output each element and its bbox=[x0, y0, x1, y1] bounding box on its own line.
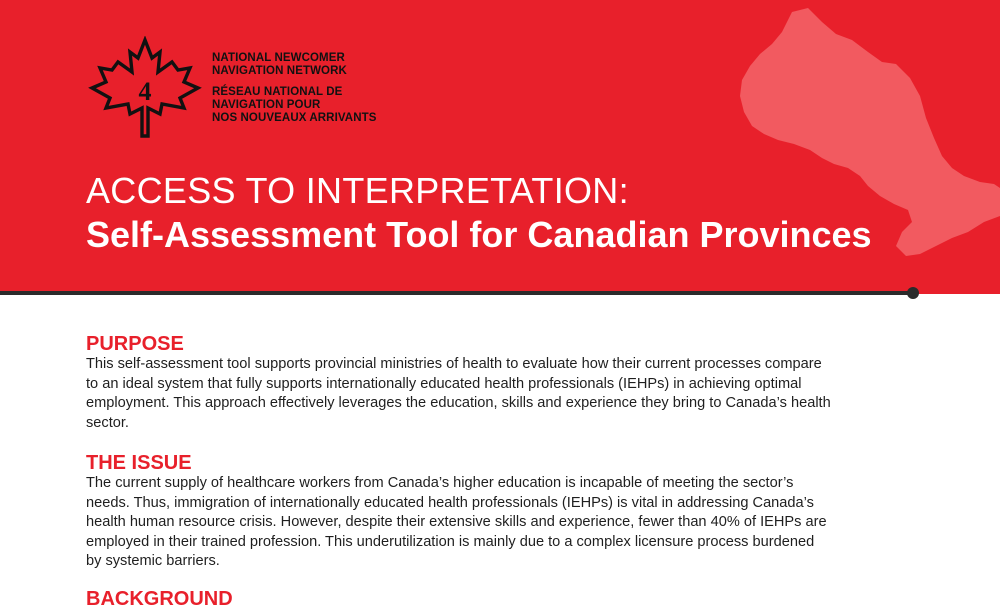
body-line: to an ideal system that fully supports internationally educated health professionals (IEHPs) in achieving optimal bbox=[86, 375, 802, 392]
section-heading-background: BACKGROUND bbox=[86, 588, 233, 610]
body-line: employed in their trained profession. This underutilization is mainly due to a complex licensure process burdened bbox=[86, 533, 815, 550]
body-line: by systemic barriers. bbox=[86, 553, 220, 569]
maple-leaf-4-icon bbox=[86, 36, 204, 140]
body-line: health human resource crisis. However, despite their extensive skills and experience, fewer than 40% of IEHPs are bbox=[86, 514, 827, 530]
org-name-fr-line-3: NOS NOUVEAUX ARRIVANTS bbox=[212, 112, 377, 124]
page-title-line-2: Self-Assessment Tool for Canadian Provinces bbox=[86, 214, 872, 255]
org-name-fr-line-1: RÉSEAU NATIONAL DE bbox=[212, 86, 343, 98]
body-line: sector. bbox=[86, 414, 129, 431]
org-name-en-line-2: NAVIGATION NETWORK bbox=[212, 65, 347, 77]
org-name-en-line-1: NATIONAL NEWCOMER bbox=[212, 52, 345, 64]
divider-dot-icon bbox=[907, 287, 919, 299]
section-body-purpose bbox=[86, 355, 926, 433]
organization-name bbox=[212, 52, 377, 125]
logo-numeral: 4 bbox=[138, 77, 152, 106]
section-heading-purpose: PURPOSE bbox=[86, 333, 184, 355]
body-line: The current supply of healthcare workers from Canada’s higher education is incapable of meeting the sector’s bbox=[86, 475, 794, 491]
header-divider bbox=[0, 291, 912, 295]
org-name-fr-line-2: NAVIGATION POUR bbox=[212, 99, 321, 111]
page-title-line-1: ACCESS TO INTERPRETATION: bbox=[86, 170, 629, 211]
header-banner bbox=[0, 0, 1000, 294]
section-body-issue bbox=[86, 474, 926, 572]
body-line: employment. This approach effectively leverages the education, skills and experience they bring to Canada’s health bbox=[86, 395, 831, 411]
section-heading-issue: THE ISSUE bbox=[86, 452, 192, 474]
body-line: needs. Thus, immigration of internationally educated health professionals (IEHPs) is vital in addressing Canada’s bbox=[86, 494, 814, 511]
body-line: This self-assessment tool supports provincial ministries of health to evaluate how their current processes compare bbox=[86, 356, 822, 372]
